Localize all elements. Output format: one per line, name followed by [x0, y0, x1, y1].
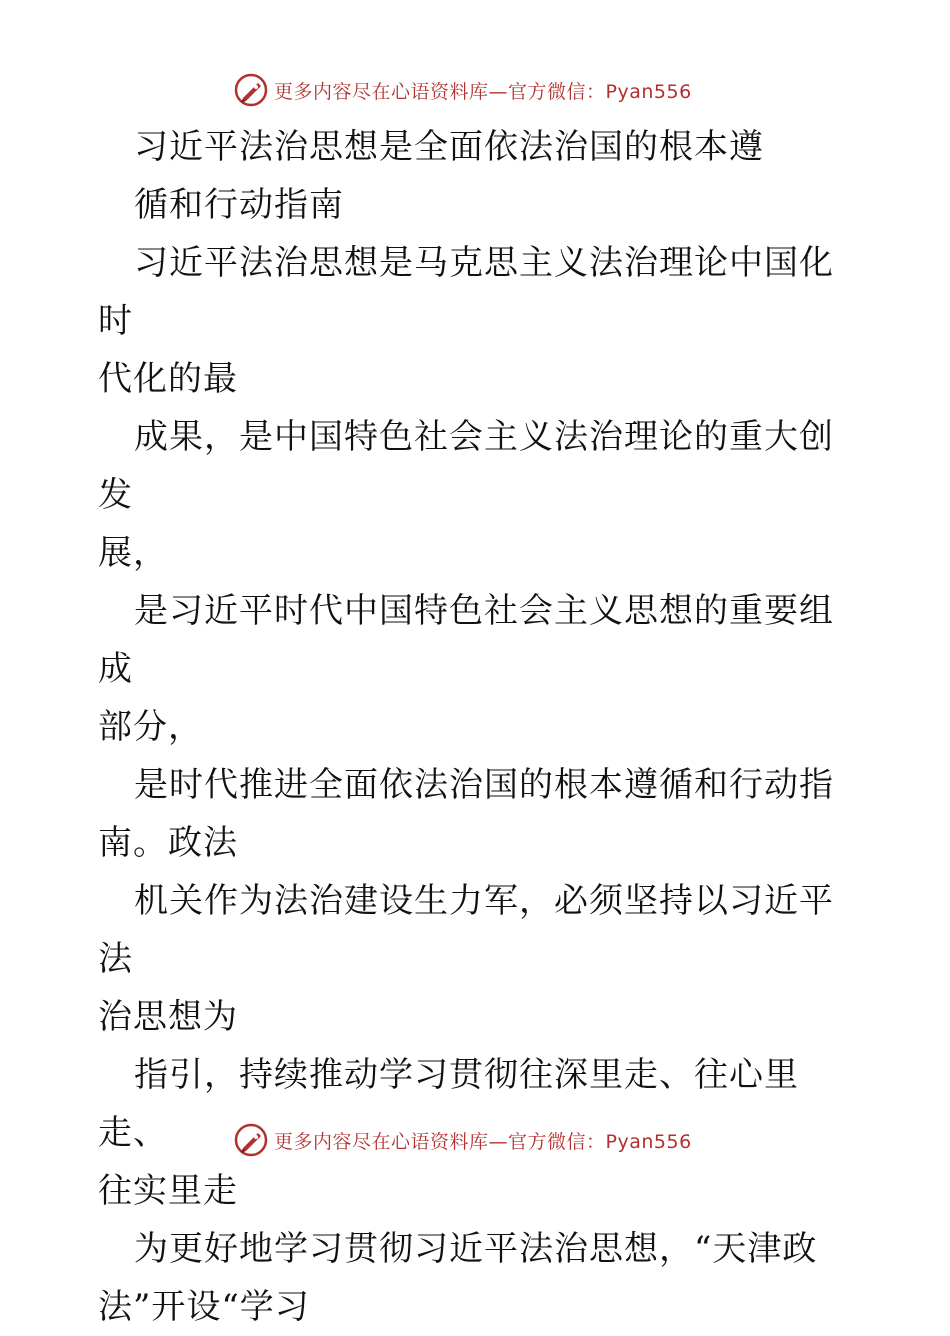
text-line-content: 是习近平时代中国特色社会主义思想的重要组成	[98, 591, 834, 689]
text-line-content: 往实里走	[98, 1171, 238, 1211]
text-line-content: 指引，持续推动学习贯彻往深里走、往心里走、	[98, 1055, 799, 1153]
text-line	[98, 1278, 858, 1336]
text-line-content: 习近平法治思想是马克思主义法治理论中国化时	[98, 243, 834, 341]
pen-logo-icon	[234, 1123, 268, 1157]
text-line-content: 部分，	[98, 707, 203, 747]
footer-wechat-id: Pyan556	[605, 1130, 692, 1153]
text-line-content: 代化的最	[98, 359, 238, 399]
pen-logo-icon	[234, 73, 268, 107]
text-line	[98, 988, 858, 1046]
text-line	[98, 582, 858, 698]
text-line-content: 治思想为	[98, 997, 238, 1037]
text-line-content: 展，	[98, 533, 168, 573]
text-line-content: 习近平法治思想是全面依法治国的根本遵	[134, 127, 764, 167]
text-line	[98, 176, 858, 234]
text-line	[98, 524, 858, 582]
text-line-content: 机关作为法治建设生力军，必须坚持以习近平法	[98, 881, 834, 979]
text-line	[98, 872, 858, 988]
text-line	[98, 234, 858, 350]
text-line	[98, 698, 858, 756]
header-banner-text	[274, 77, 692, 104]
text-line	[98, 814, 858, 872]
footer-banner-label: 更多内容尽在心语资料库—官方微信：	[274, 1130, 606, 1153]
header-banner	[234, 70, 692, 110]
text-line-content: 循和行动指南	[134, 185, 344, 225]
header-wechat-id: Pyan556	[605, 80, 692, 103]
text-line-content: 为更好地学习贯彻习近平法治思想，“天津政	[134, 1229, 818, 1269]
text-line-content: 成果，是中国特色社会主义法治理论的重大创发	[98, 417, 834, 515]
text-line	[98, 1162, 858, 1220]
text-line	[98, 350, 858, 408]
header-banner-label: 更多内容尽在心语资料库—官方微信：	[274, 80, 606, 103]
text-line-content: 法”开设“学习	[98, 1287, 310, 1327]
text-line	[98, 118, 858, 176]
text-line-content: 是时代推进全面依法治国的根本遵循和行动指	[134, 765, 834, 805]
text-line	[98, 408, 858, 524]
text-line	[98, 756, 858, 814]
footer-banner	[234, 1120, 692, 1160]
text-line-content: 南。政法	[98, 823, 238, 863]
text-line	[98, 1220, 858, 1278]
footer-banner-text	[274, 1127, 692, 1154]
